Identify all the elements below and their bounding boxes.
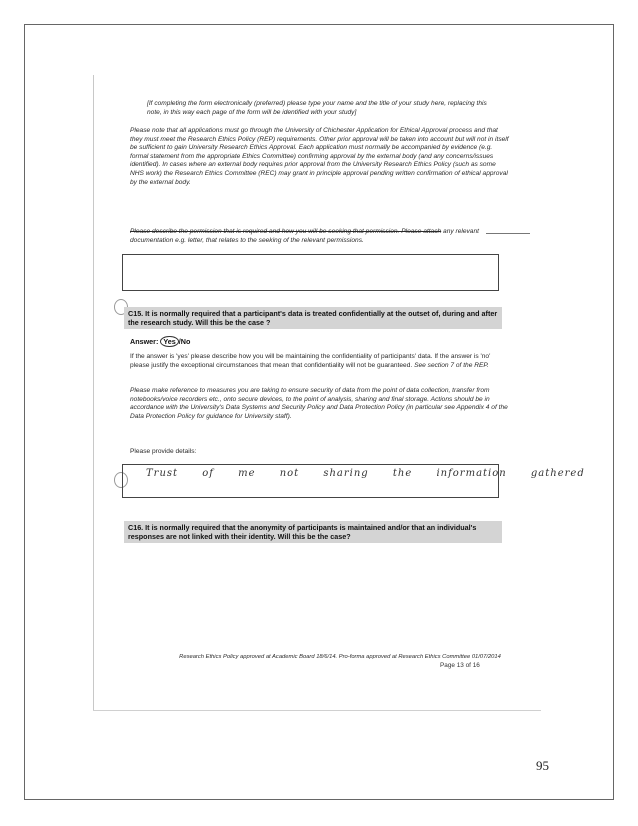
c16-question: C16. It is normally required that the anonymity of participants is maintained and/or that an individual's responses are not linked with their identity. Will this be the case? xyxy=(124,521,502,543)
c15-answer xyxy=(130,336,190,347)
page-number: 95 xyxy=(536,758,549,773)
scan-edge xyxy=(93,75,94,711)
permission-prompt xyxy=(130,228,510,245)
handwritten-response: Trust of me not sharing the information gathered xyxy=(146,468,585,479)
if-answer-text: If the answer is 'yes' please describe how you will be maintaining the confidentiality of participants' data. If the answer is 'no' please justify the exceptional circumstances that mean that confidentiality will not be guaranteed. xyxy=(130,353,491,369)
permission-prompt-rest: any relevant documentation e.g. letter, that relates to the seeking of the relevant permissions. xyxy=(130,228,479,244)
footer-page-of: Page 13 of 16 xyxy=(440,662,480,669)
permission-prompt-struck: Please describe the permission that is required and how you will be seeking that permission. Please attach xyxy=(130,228,442,235)
permission-response-box[interactable] xyxy=(122,254,499,291)
c15-question: C15. It is normally required that a participant's data is treated confidentially at the outset of, during and after the research study. Will this be the case ? xyxy=(124,307,502,329)
form-note: [If completing the form electronically (preferred) please type your name and the title of your study here, replacing this note, in this way each page of the form will be identified with your study] xyxy=(147,100,487,116)
footer-policy: Research Ethics Policy approved at Academic Board 18/6/14. Pro-forma approved at Research Ethics Committee 01/07/2014 xyxy=(179,654,501,660)
answer-separator: / xyxy=(178,337,181,346)
c15-if-answer xyxy=(130,353,510,370)
answer-no[interactable]: No xyxy=(180,337,191,346)
c15-measures-note: Please make reference to measures you are taking to ensure security of data from the point of data collection, transfer from notebooks/voice recorders etc., onto secure devices, to the point of analysis, sharing and final storage. Actions should be in accordance with the University's Data Systems and Security Policy and Data Protection Policy (in particular see Appendix 4 of the Data Protection Policy for guidance for University staff). xyxy=(130,387,508,420)
strike-line xyxy=(486,233,530,234)
see-section: See section 7 of the REP. xyxy=(414,361,489,369)
answer-yes-circled[interactable]: Yes xyxy=(160,336,178,347)
answer-label: Answer: xyxy=(130,337,159,346)
application-note: Please note that all applications must go through the University of Chichester Application for Ethical Approval process and that they must meet the Research Ethics Policy (REP) requirements. Other prior approval will be taken into account but will not in itself be sufficient to gain University Research Ethics Approval. Each application must normally be accompanied by evidence (e.g. formal statement from the appropriate Ethics Committee) confirming approval by the external body (and any concerns/issues identified). In cases where an external body requires prior approval from the University Research Ethics Policy (such as some NHS work) the Research Ethics Committee (REC) may grant in principle approval pending written confirmation of ethical approval by the external body. xyxy=(130,127,509,186)
provide-details-label: Please provide details: xyxy=(130,448,197,455)
scan-edge-bottom xyxy=(93,710,541,711)
